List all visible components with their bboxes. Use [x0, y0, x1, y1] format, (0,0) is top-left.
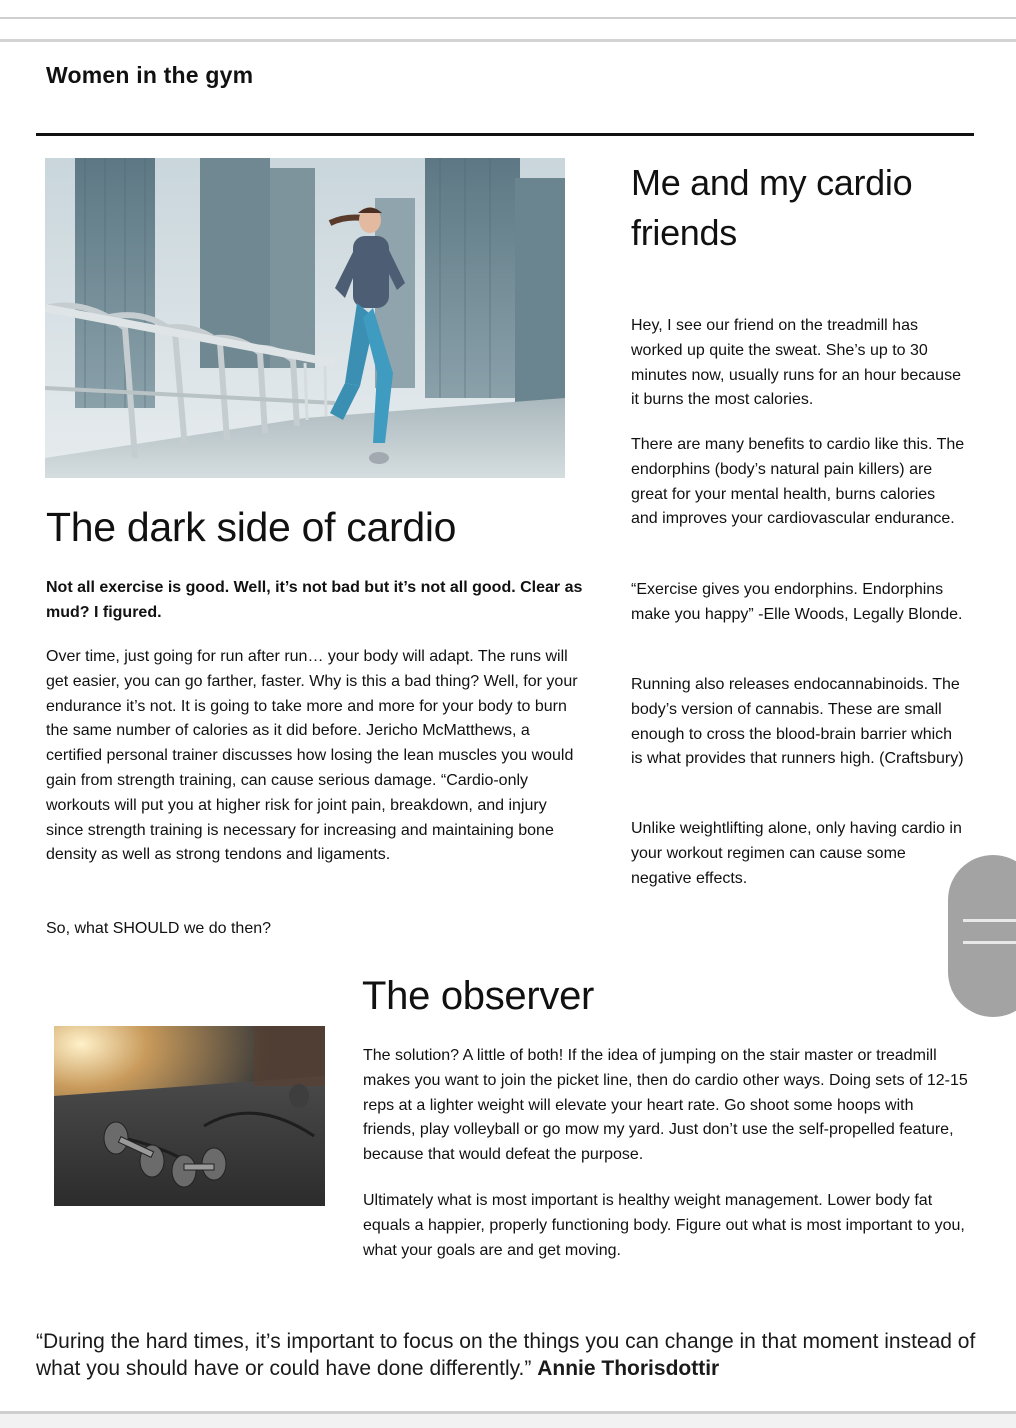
magazine-title: Women in the gym	[46, 62, 254, 88]
quote-author: Annie Thorisdottir	[537, 1357, 720, 1380]
scroll-grip-line	[963, 919, 1016, 922]
observer-title: The observer	[362, 974, 595, 1018]
top-divider	[0, 17, 1016, 19]
cardio-friends-title: Me and my cardio friends	[631, 162, 913, 253]
dark-side-lead: Not all exercise is good. Well, it’s not bad but it’s not all good. Clear as mud? I figured.	[46, 579, 583, 621]
dark-side-title: The dark side of cardio	[46, 504, 457, 550]
scroll-grip-line	[963, 941, 1016, 944]
pull-quote	[36, 1328, 996, 1382]
scroll-handle-icon[interactable]	[948, 855, 1016, 1017]
dark-side-closing: So, what SHOULD we do then?	[46, 920, 272, 937]
title-rule	[36, 133, 974, 136]
top-divider-secondary	[0, 39, 1016, 42]
cardio-paragraph: Running also releases endocannabinoids. The body’s version of cannabis. These are small enough to cross the blood-brain barrier which is what provides that runners high. (Craftsbury)	[631, 676, 964, 768]
runner-photo-icon	[45, 158, 565, 478]
observer-paragraph: Ultimately what is most important is healthy weight management. Lower body fat equals a happier, properly functioning body. Figure out what is most important to you, what your goals are and get moving.	[363, 1192, 965, 1259]
dumbbells-photo-icon	[54, 1026, 325, 1206]
observer-paragraph: The solution? A little of both! If the idea of jumping on the stair master or treadmill makes you want to join the picket line, then do cardio other ways. Doing sets of 12-15 reps at a lighter weight will elevate your heart rate. Go shoot some hoops with friends, play volleyball or go mow my yard. Just don’t use the self-propelled feature, because that would defeat the purpose.	[363, 1047, 968, 1164]
dark-side-body: Over time, just going for run after run… your body will adapt. The runs will get easier, you can go farther, faster. Why is this a bad thing? Well, for your endurance it’s not. It is going to take more and more for your body to burn the same number of calories as it did before. Jericho McMatthews, a certified personal trainer discusses how losing the lean muscles you would gain from strength training, can cause serious damage. “Cardio-only workouts will put you at higher risk for joint pain, breakdown, and injury since strength training is necessary for increasing and maintaining bone density as well as strong tendons and ligaments.	[46, 648, 578, 864]
cardio-paragraph: Unlike weightlifting alone, only having cardio in your workout regimen can cause some negative effects.	[631, 820, 962, 887]
quote-text: “During the hard times, it’s important to focus on the things you can change in that moment instead of what you should have or could have done differently.”	[36, 1330, 976, 1380]
cardio-paragraph: Hey, I see our friend on the treadmill has worked up quite the sweat. She’s up to 30 minutes now, usually runs for an hour because it burns the most calories.	[631, 317, 961, 409]
cardio-paragraph: There are many benefits to cardio like this. The endorphins (body’s natural pain killers) are great for your mental health, burns calories and improves your cardiovascular endurance.	[631, 436, 965, 528]
cardio-paragraph: “Exercise gives you endorphins. Endorphins make you happy” -Elle Woods, Legally Blonde.	[631, 581, 963, 623]
bottom-band	[0, 1414, 1016, 1428]
